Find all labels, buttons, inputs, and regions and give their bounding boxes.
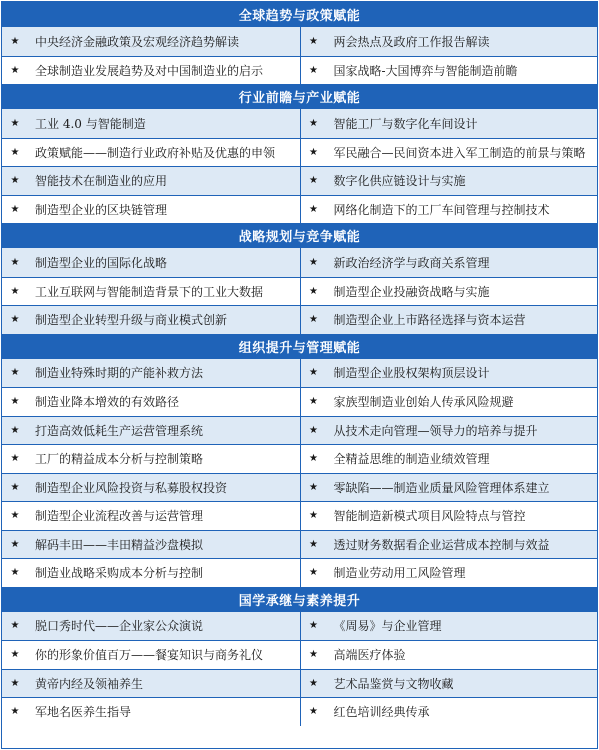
course-item <box>2 167 300 195</box>
section-rows <box>2 248 597 334</box>
star-icon: ★ <box>309 285 318 297</box>
section <box>2 223 597 334</box>
course-title: 国家战略-大国博弈与智能制造前瞻 <box>333 63 518 78</box>
star-icon: ★ <box>309 567 318 579</box>
course-item <box>300 196 598 224</box>
course-item <box>2 388 300 416</box>
course-title: 制造型企业的国际化战略 <box>35 255 168 270</box>
course-item <box>300 306 598 334</box>
course-item <box>300 27 598 56</box>
section-header: 国学承继与素养提升 <box>2 587 597 612</box>
course-title: 网络化制造下的工厂车间管理与控制技术 <box>333 202 550 217</box>
course-title: 工业互联网与智能制造背景下的工业大数据 <box>35 284 264 299</box>
course-item <box>300 698 598 726</box>
course-item <box>300 278 598 306</box>
course-title: 制造型企业流程改善与运营管理 <box>35 509 204 524</box>
course-row <box>2 166 597 195</box>
course-row <box>2 27 597 56</box>
star-icon: ★ <box>309 64 318 76</box>
course-row <box>2 444 597 473</box>
course-catalog <box>1 1 598 749</box>
course-item <box>300 445 598 473</box>
star-icon: ★ <box>10 567 20 579</box>
course-item <box>2 248 300 277</box>
star-icon: ★ <box>309 538 318 550</box>
course-item <box>2 306 300 334</box>
section <box>2 2 597 84</box>
course-row <box>2 109 597 138</box>
section-rows <box>2 359 597 587</box>
course-row <box>2 138 597 167</box>
course-item <box>2 670 300 698</box>
course-title: 零缺陷——制造业质量风险管理体系建立 <box>333 480 550 495</box>
course-title: 打造高效低耗生产运营管理系统 <box>35 423 204 438</box>
course-row <box>2 387 597 416</box>
course-title: 工业 4.0 与智能制造 <box>35 116 146 131</box>
section-header: 战略规划与竞争赋能 <box>2 223 597 248</box>
course-row <box>2 248 597 277</box>
course-row <box>2 416 597 445</box>
star-icon: ★ <box>10 677 20 689</box>
course-row <box>2 359 597 388</box>
section-header: 全球趋势与政策赋能 <box>2 2 597 27</box>
course-title: 家族型制造业创始人传承风险规避 <box>333 395 514 410</box>
course-row <box>2 558 597 587</box>
star-icon: ★ <box>309 396 318 408</box>
star-icon: ★ <box>10 453 20 465</box>
star-icon: ★ <box>10 620 20 632</box>
course-row <box>2 473 597 502</box>
course-item <box>300 670 598 698</box>
course-title: 制造型企业投融资战略与实施 <box>333 284 490 299</box>
course-item <box>300 109 598 138</box>
star-icon: ★ <box>10 146 20 158</box>
section <box>2 334 597 587</box>
course-row <box>2 612 597 641</box>
course-title: 你的形象价值百万——餐宴知识与商务礼仪 <box>35 648 264 663</box>
course-item <box>2 417 300 445</box>
course-item <box>300 139 598 167</box>
course-item <box>2 27 300 56</box>
course-item <box>2 139 300 167</box>
course-title: 智能技术在制造业的应用 <box>35 174 168 189</box>
star-icon: ★ <box>309 256 318 268</box>
course-item <box>2 531 300 559</box>
section-rows <box>2 109 597 223</box>
course-item <box>300 417 598 445</box>
star-icon: ★ <box>10 481 20 493</box>
star-icon: ★ <box>309 424 318 436</box>
star-icon: ★ <box>309 510 318 522</box>
course-title: 制造业战略采购成本分析与控制 <box>35 566 204 581</box>
star-icon: ★ <box>309 146 318 158</box>
course-row <box>2 305 597 334</box>
star-icon: ★ <box>309 117 318 129</box>
course-title: 两会热点及政府工作报告解读 <box>333 34 490 49</box>
course-item <box>300 167 598 195</box>
course-item <box>300 502 598 530</box>
star-icon: ★ <box>10 314 20 326</box>
course-row <box>2 277 597 306</box>
star-icon: ★ <box>309 35 318 47</box>
star-icon: ★ <box>309 481 318 493</box>
star-icon: ★ <box>309 175 318 187</box>
star-icon: ★ <box>10 117 20 129</box>
star-icon: ★ <box>10 510 20 522</box>
course-title: 制造业降本增效的有效路径 <box>35 395 180 410</box>
star-icon: ★ <box>10 175 20 187</box>
course-item <box>2 502 300 530</box>
course-title: 制造型企业的区块链管理 <box>35 202 168 217</box>
section-rows <box>2 27 597 84</box>
course-item <box>2 57 300 85</box>
course-item <box>2 612 300 641</box>
star-icon: ★ <box>309 677 318 689</box>
course-item <box>300 359 598 388</box>
course-item <box>2 445 300 473</box>
star-icon: ★ <box>10 35 20 47</box>
course-title: 中央经济金融政策及宏观经济趋势解读 <box>35 34 240 49</box>
star-icon: ★ <box>10 367 20 379</box>
star-icon: ★ <box>10 285 20 297</box>
course-item <box>300 474 598 502</box>
course-title: 黄帝内经及领袖养生 <box>35 676 144 691</box>
course-title: 红色培训经典传承 <box>333 705 430 720</box>
course-title: 从技术走向管理—领导力的培养与提升 <box>333 423 538 438</box>
star-icon: ★ <box>309 620 318 632</box>
section <box>2 84 597 223</box>
course-title: 军民融合—民间资本进入军工制造的前景与策略 <box>333 145 586 160</box>
star-icon: ★ <box>309 453 318 465</box>
course-item <box>2 196 300 224</box>
course-title: 政策赋能——制造行业政府补贴及优惠的申领 <box>35 145 276 160</box>
course-item <box>2 109 300 138</box>
course-row <box>2 195 597 224</box>
star-icon: ★ <box>10 424 20 436</box>
star-icon: ★ <box>309 706 318 718</box>
star-icon: ★ <box>309 314 318 326</box>
section-rows <box>2 612 597 726</box>
course-title: 工厂的精益成本分析与控制策略 <box>35 452 204 467</box>
star-icon: ★ <box>309 367 318 379</box>
course-item <box>300 57 598 85</box>
course-item <box>300 248 598 277</box>
course-item <box>300 388 598 416</box>
course-row <box>2 669 597 698</box>
course-title: 新政治经济学与政商关系管理 <box>333 255 490 270</box>
course-title: 智能制造新模式项目风险特点与管控 <box>333 509 526 524</box>
course-row <box>2 697 597 726</box>
course-title: 艺术品鉴赏与文物收藏 <box>333 676 454 691</box>
course-title: 制造业特殊时期的产能补救方法 <box>35 366 204 381</box>
course-title: 制造型企业风险投资与私募股权投资 <box>35 480 228 495</box>
course-title: 透过财务数据看企业运营成本控制与效益 <box>333 537 550 552</box>
course-row <box>2 56 597 85</box>
course-title: 制造业劳动用工风险管理 <box>333 566 466 581</box>
course-title: 高端医疗体验 <box>333 648 406 663</box>
section <box>2 587 597 726</box>
section-header: 行业前瞻与产业赋能 <box>2 84 597 109</box>
course-item <box>300 559 598 587</box>
course-item <box>2 559 300 587</box>
course-title: 制造型企业股权架构顶层设计 <box>333 366 490 381</box>
course-item <box>2 474 300 502</box>
course-row <box>2 501 597 530</box>
star-icon: ★ <box>10 649 20 661</box>
course-item <box>300 612 598 641</box>
star-icon: ★ <box>10 256 20 268</box>
star-icon: ★ <box>10 538 20 550</box>
course-title: 全球制造业发展趋势及对中国制造业的启示 <box>35 63 264 78</box>
course-item <box>2 278 300 306</box>
course-title: 智能工厂与数字化车间设计 <box>333 116 478 131</box>
course-item <box>2 641 300 669</box>
star-icon: ★ <box>10 203 20 215</box>
course-item <box>2 359 300 388</box>
star-icon: ★ <box>10 64 20 76</box>
course-title: 制造型企业转型升级与商业模式创新 <box>35 313 228 328</box>
star-icon: ★ <box>10 396 20 408</box>
course-title: 脱口秀时代——企业家公众演说 <box>35 619 204 634</box>
course-item <box>300 641 598 669</box>
course-title: 军地名医养生指导 <box>35 705 132 720</box>
course-item <box>2 698 300 726</box>
course-title: 解码丰田——丰田精益沙盘模拟 <box>35 537 204 552</box>
star-icon: ★ <box>309 203 318 215</box>
star-icon: ★ <box>309 649 318 661</box>
course-row <box>2 530 597 559</box>
course-row <box>2 640 597 669</box>
star-icon: ★ <box>10 706 20 718</box>
course-title: 制造型企业上市路径选择与资本运营 <box>333 313 526 328</box>
section-header: 组织提升与管理赋能 <box>2 334 597 359</box>
course-title: 数字化供应链设计与实施 <box>333 174 466 189</box>
course-item <box>300 531 598 559</box>
course-title: 全精益思维的制造业绩效管理 <box>333 452 490 467</box>
course-title: 《周易》与企业管理 <box>333 619 442 634</box>
